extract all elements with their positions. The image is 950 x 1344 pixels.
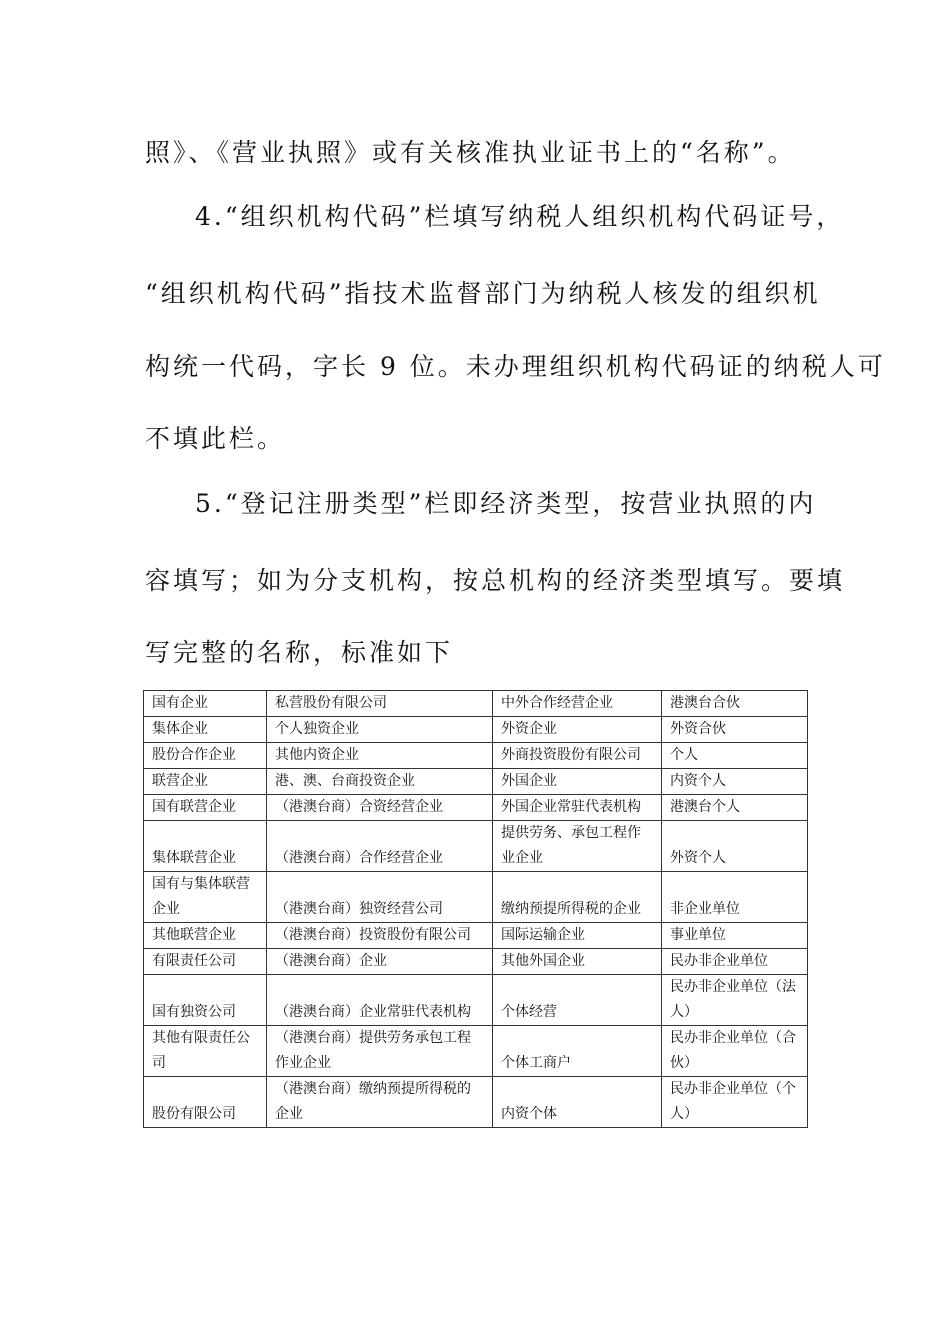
table-row [144, 743, 808, 769]
table-cell: 有限责任公司 [144, 949, 267, 975]
registration-type-table [143, 690, 808, 1128]
table-row [144, 1077, 808, 1128]
table-cell: 内资个体 [493, 1077, 662, 1128]
table-cell: 非企业单位 [662, 872, 808, 923]
table-cell: （港澳台商）合资经营企业 [267, 795, 493, 821]
table-row [144, 949, 808, 975]
table-cell: 其他有限责任公司 [144, 1026, 267, 1077]
paragraph-line: 4.“组织机构代码”栏填写纳税人组织机构代码证号， [195, 202, 845, 231]
table-cell: 个人 [662, 743, 808, 769]
table-row [144, 872, 808, 923]
table-cell: 民办非企业单位（个人） [662, 1077, 808, 1128]
table-cell: 民办非企业单位（合伙） [662, 1026, 808, 1077]
table-cell: （港澳台商）投资股份有限公司 [267, 923, 493, 949]
table-cell: 国有独资公司 [144, 975, 267, 1026]
table-row [144, 769, 808, 795]
table-row [144, 975, 808, 1026]
table-row [144, 923, 808, 949]
table-cell: 港澳台个人 [662, 795, 808, 821]
table-cell: （港澳台商）提供劳务承包工程作业企业 [267, 1026, 493, 1077]
table-cell: 股份合作企业 [144, 743, 267, 769]
table-cell: 外国企业常驻代表机构 [493, 795, 662, 821]
paragraph-line: 5.“登记注册类型”栏即经济类型，按营业执照的内 [195, 489, 817, 518]
table-cell: 国有与集体联营企业 [144, 872, 267, 923]
table-cell: （港澳台商）合作经营企业 [267, 821, 493, 872]
paragraph-line: “组织机构代码”指技术监督部门为纳税人核发的组织机 [145, 279, 821, 308]
paragraph-line: 容填写；如为分支机构，按总机构的经济类型填写。要填 [145, 566, 846, 595]
paragraph-line: 照》、《营业执照》或有关核准执业证书上的“名称”。 [145, 138, 796, 167]
table-row [144, 795, 808, 821]
table-cell: 集体联营企业 [144, 821, 267, 872]
table-cell: （港澳台商）缴纳预提所得税的企业 [267, 1077, 493, 1128]
table-cell: 集体企业 [144, 717, 267, 743]
table-cell: 提供劳务、承包工程作业企业 [493, 821, 662, 872]
paragraph-line: 构统一代码，字长 9 位。未办理组织机构代码证的纳税人可 [145, 352, 886, 381]
table-row [144, 691, 808, 717]
table-cell: 个体工商户 [493, 1026, 662, 1077]
table-cell: 中外合作经营企业 [493, 691, 662, 717]
table-cell: 私营股份有限公司 [267, 691, 493, 717]
table-cell: 其他联营企业 [144, 923, 267, 949]
table-cell: 国际运输企业 [493, 923, 662, 949]
table-cell: 股份有限公司 [144, 1077, 267, 1128]
table-cell: 民办非企业单位 [662, 949, 808, 975]
table-cell: 内资个人 [662, 769, 808, 795]
table-cell: 外资企业 [493, 717, 662, 743]
table-cell: 其他外国企业 [493, 949, 662, 975]
table-cell: 其他内资企业 [267, 743, 493, 769]
table-cell: 民办非企业单位（法人） [662, 975, 808, 1026]
table-cell: 国有企业 [144, 691, 267, 717]
table-row [144, 821, 808, 872]
table-cell: 事业单位 [662, 923, 808, 949]
table-cell: 联营企业 [144, 769, 267, 795]
table-cell: 外资个人 [662, 821, 808, 872]
table-cell: 外资合伙 [662, 717, 808, 743]
table-cell: 国有联营企业 [144, 795, 267, 821]
table-row [144, 1026, 808, 1077]
table-cell: 港澳台合伙 [662, 691, 808, 717]
table-row [144, 717, 808, 743]
table-cell: 个体经营 [493, 975, 662, 1026]
table-cell: （港澳台商）独资经营公司 [267, 872, 493, 923]
table-cell: （港澳台商）企业 [267, 949, 493, 975]
table-cell: 港、澳、台商投资企业 [267, 769, 493, 795]
table-cell: 缴纳预提所得税的企业 [493, 872, 662, 923]
table-cell: 外国企业 [493, 769, 662, 795]
table-cell: （港澳台商）企业常驻代表机构 [267, 975, 493, 1026]
paragraph-line: 写完整的名称，标准如下 [145, 638, 454, 667]
table-cell: 外商投资股份有限公司 [493, 743, 662, 769]
paragraph-line: 不填此栏。 [145, 424, 286, 453]
table-cell: 个人独资企业 [267, 717, 493, 743]
